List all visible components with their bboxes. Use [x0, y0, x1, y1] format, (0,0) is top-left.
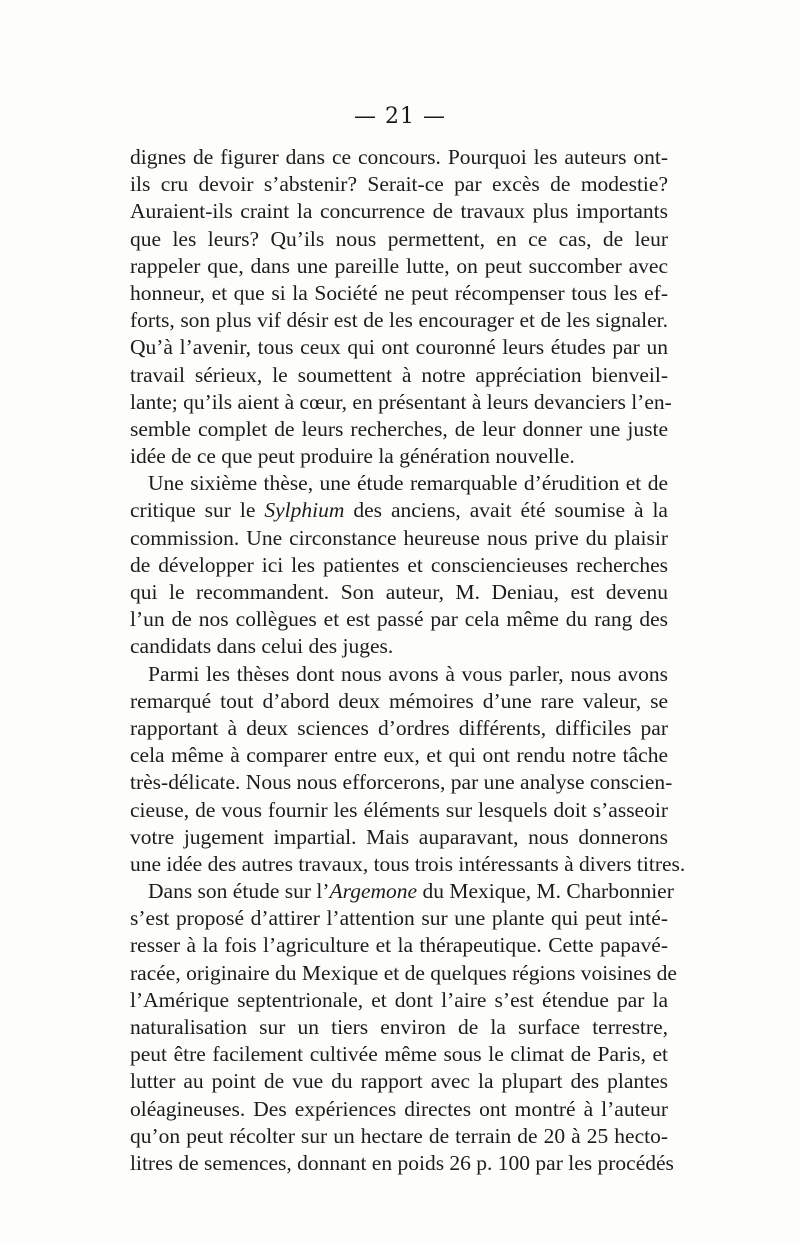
text-line: cela même à comparer entre eux, et qui ont rendu notre tâche: [130, 743, 668, 768]
text-fragment: Dans son étude sur l’: [148, 879, 330, 904]
text-line: lante; qu’ils aient à cœur, en présentant à leurs devanciers l’en-: [130, 389, 672, 414]
italic-term-sylphium: Sylphium: [264, 498, 345, 523]
body-text: [130, 144, 686, 1177]
text-line: l’Amérique septentrionale, et dont l’aire s’est étendue par la: [130, 987, 668, 1012]
text-line: qu’on peut récolter sur un hectare de terrain de 20 à 25 hecto-: [130, 1123, 668, 1148]
text-line: travail sérieux, le soumettent à notre appréciation bienveil-: [130, 362, 668, 387]
text-line: oléagineuses. Des expériences directes ont montré à l’auteur: [130, 1096, 668, 1121]
text-line: une idée des autres travaux, tous trois intéressants à divers titres.: [130, 851, 686, 876]
text-line: Auraient-ils craint la concurrence de travaux plus importants: [130, 199, 668, 224]
text-line: cieuse, de vous fournir les éléments sur lesquels doit s’asseoir: [130, 797, 668, 822]
text-fragment: critique sur le: [130, 498, 265, 523]
text-line: s’est proposé d’attirer l’attention sur une plante qui peut inté-: [130, 906, 668, 931]
text-line: naturalisation sur un tiers environ de la surface terrestre,: [130, 1015, 668, 1039]
text-line: forts, son plus vif désir est de les encourager et de les signaler.: [130, 308, 668, 333]
text-line: lutter au point de vue du rapport avec la plupart des plantes: [130, 1069, 668, 1094]
text-line: semble complet de leurs recherches, de leur donner une juste: [130, 416, 668, 441]
text-line: que les leurs? Qu’ils nous permettent, en ce cas, de leur: [130, 226, 668, 251]
text-line: très-délicate. Nous nous efforcerons, par une analyse conscien-: [130, 770, 673, 795]
text-fragment: du Mexique, M. Charbonnier: [417, 879, 674, 904]
text-line: l’un de nos collègues et est passé par cela même du rang des: [130, 607, 668, 632]
text-line: commission. Une circonstance heureuse nous prive du plaisir: [130, 525, 668, 550]
text-line: [130, 497, 668, 524]
text-line: racée, originaire du Mexique et de quelques régions voisines de: [130, 960, 677, 985]
text-line: candidats dans celui des juges.: [130, 634, 394, 659]
text-line: ils cru devoir s’abstenir? Serait-ce par excès de modestie?: [130, 172, 668, 197]
text-line: qui le recommandent. Son auteur, M. Deniau, est devenu: [130, 580, 668, 604]
text-line: honneur, et que si la Société ne peut récompenser tous les ef-: [130, 280, 668, 305]
italic-term-argemone: Argemone: [329, 879, 418, 904]
text-line: peut être facilement cultivée même sous le climat de Paris, et: [130, 1042, 668, 1067]
page-number: — 21 —: [354, 104, 446, 129]
text-line: Une sixième thèse, une étude remarquable d’érudition et de: [148, 471, 668, 496]
text-line: votre jugement impartial. Mais auparavant, nous donnerons: [130, 824, 668, 849]
text-line: Qu’à l’avenir, tous ceux qui ont couronné leurs études par un: [130, 335, 668, 360]
text-line: de développer ici les patientes et consciencieuses recherches: [130, 552, 668, 577]
text-line: idée de ce que peut produire la génération nouvelle.: [130, 444, 575, 469]
text-line: remarqué tout d’abord deux mémoires d’une rare valeur, se: [130, 688, 668, 713]
text-line: rapportant à deux sciences d’ordres différents, difficiles par: [130, 715, 668, 740]
text-line: litres de semences, donnant en poids 26 p. 100 par les procédés: [130, 1150, 674, 1175]
text-line: rappeler que, dans une pareille lutte, on peut succomber avec: [130, 253, 668, 278]
text-fragment: des anciens, avait été soumise à la: [344, 498, 668, 523]
text-line: Parmi les thèses dont nous avons à vous parler, nous avons: [148, 661, 668, 686]
text-line: dignes de figurer dans ce concours. Pourquoi les auteurs ont-: [130, 145, 668, 169]
text-line: [130, 878, 674, 905]
text-line: resser à la fois l’agriculture et la thérapeutique. Cette papavé-: [130, 933, 668, 958]
